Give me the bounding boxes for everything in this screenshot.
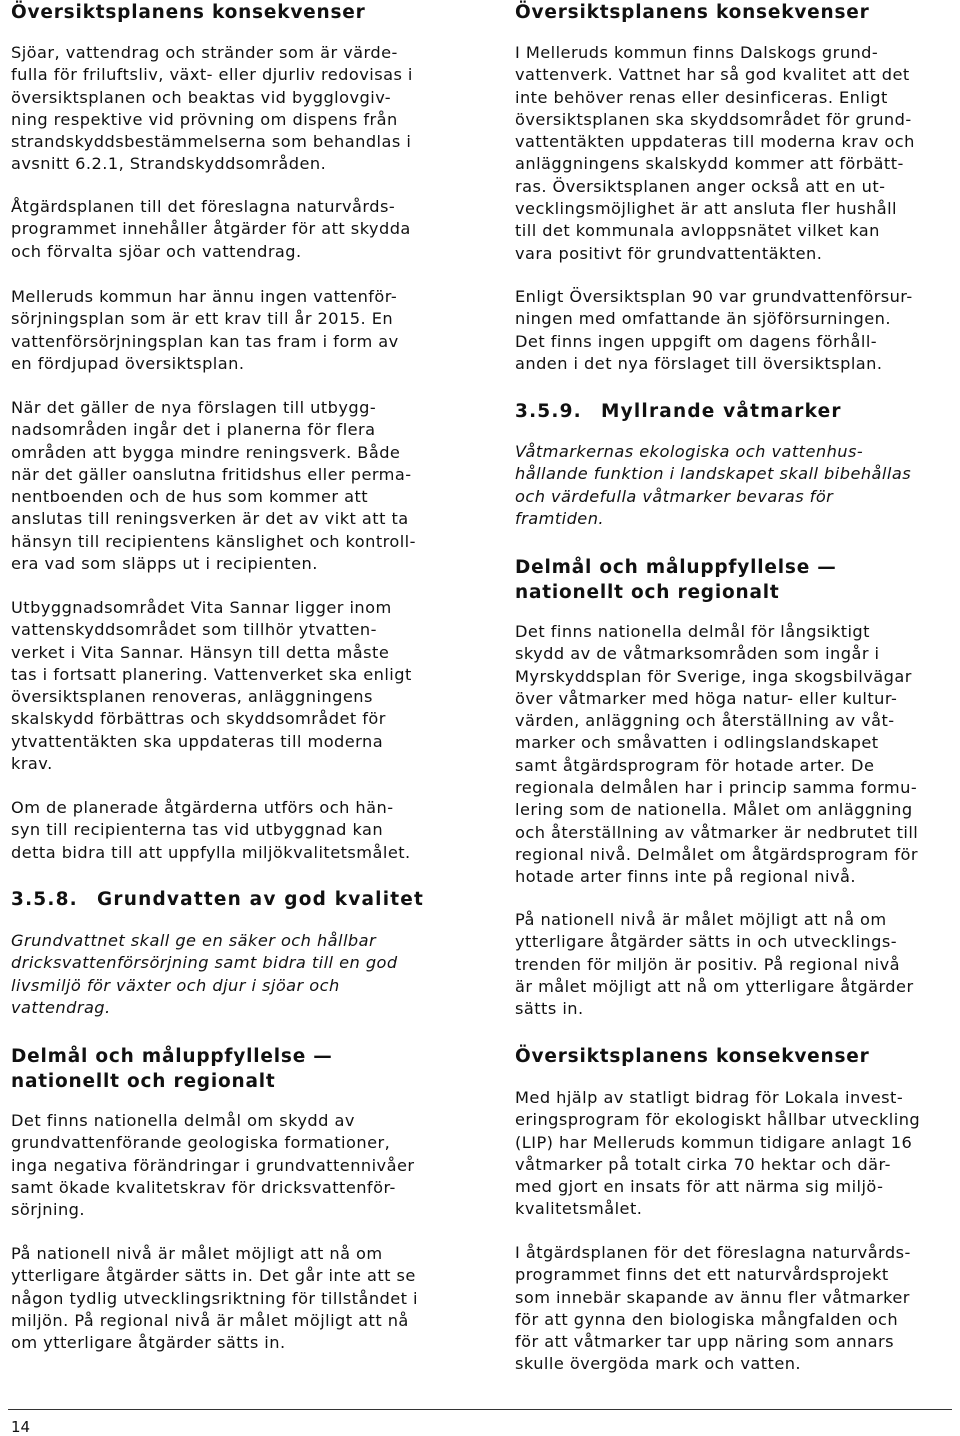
right-section-heading <box>515 399 842 425</box>
right-section-title: Myllrande våtmarker <box>601 401 842 422</box>
left-goal-statement: Grundvattnet skall ge en säker och hållbar dricksvattenförsörjning samt bidra till en god livsmiljö för växter och djur i sjöar och vattendrag. <box>11 931 398 1017</box>
right-paragraph-3: Det finns nationella delmål för långsiktigt skydd av de våtmarksområden som ingår i Myrskyddsplan för Sverige, inga skogsbilvägar över våtmarker med höga natur- eller kultur- värden, anläggning och återställning av våt- marker och småvatten i odlingslandskapet samt åtgärdsprogram för hotade arter. De regionala delmålen har i princip samma formu- lering som de nationella. Målet om anläggning och återställning av våtmarker är nedbrutet till regional nivå. Delmålet om åtgärdsprogram för hotade arter finns inte på regional nivå. <box>515 622 919 887</box>
right-section-number: 3.5.9. <box>515 401 582 422</box>
right-paragraph-2: Enligt Översiktsplan 90 var grundvattenförsur- ningen med omfattande än sjöförsurningen. Det finns ingen uppgift om dagens förhåll- anden i det nya förslaget till översiktsplan. <box>515 287 913 373</box>
right-heading-consequences-2: Översiktsplanens konsekvenser <box>515 1046 870 1067</box>
left-section-heading <box>11 887 424 913</box>
left-section-title: Grundvatten av god kvalitet <box>97 889 425 910</box>
right-paragraph-5: Med hjälp av statligt bidrag för Lokala invest- eringsprogram för ekologiskt hållbar utveckling (LIP) har Melleruds kommun tidigare anlagt 16 våtmarker på totalt cirka 70 hektar och där- med gjort en insats för att närma sig miljö- kvalitetsmålet. <box>515 1088 921 1219</box>
left-paragraph-8: På nationell nivå är målet möjligt att nå om ytterligare åtgärder sätts in. Det går inte att se någon tydlig utvecklingsriktning för tillståndet i miljön. På regional nivå är målet möjligt att nå om ytterligare åtgärder sätts in. <box>11 1244 419 1353</box>
right-heading-consequences: Översiktsplanens konsekvenser <box>515 2 870 23</box>
left-subheading-goals: Delmål och måluppfyllelse — nationellt och regionalt <box>11 1046 333 1092</box>
footer-divider <box>8 1409 952 1410</box>
left-paragraph-1: Sjöar, vattendrag och stränder som är värde- fulla för friluftsliv, växt- eller djurliv redovisas i översiktsplanen och beaktas vid bygglovgiv- ning respektive vid prövning om dispens från strandskyddsbestämmelserna som behandlas i avsnitt 6.2.1, Strandskyddsområden. <box>11 43 413 174</box>
page-number: 14 <box>11 1418 31 1436</box>
right-goal-statement: Våtmarkernas ekologiska och vattenhus- hållande funktion i landskapet skall bibehållas och värdefulla våtmarker bevaras för framtiden. <box>515 442 912 528</box>
left-paragraph-2: Åtgärdsplanen till det föreslagna naturvårds- programmet innehåller åtgärder för att skydda och förvalta sjöar och vattendrag. <box>11 197 411 261</box>
right-paragraph-4: På nationell nivå är målet möjligt att nå om ytterligare åtgärder sätts in och utvecklings- trenden för miljön är positiv. På regional nivå är målet möjligt att nå om ytterligare åtgärder sätts in. <box>515 910 914 1019</box>
left-paragraph-6: Om de planerade åtgärderna utförs och hän- syn till recipienterna tas vid utbyggnad kan detta bidra till att uppfylla miljökvalitetsmålet. <box>11 798 411 862</box>
left-paragraph-5: Utbyggnadsområdet Vita Sannar ligger inom vattenskyddsområdet som tillhör ytvatten- verket i Vita Sannar. Hänsyn till detta måste tas i fortsatt planering. Vattenverket ska enligt översiktsplanen renoveras, anläggningens skalskydd förbättras och skyddsområdet för ytvattentäkten ska uppdateras till moderna krav. <box>11 598 412 774</box>
left-paragraph-7: Det finns nationella delmål om skydd av grundvattenförande geologiska formationer, inga negativa förändringar i grundvattennivåer samt ökade kvalitetskrav för dricksvattenför- sörjning. <box>11 1111 415 1220</box>
left-paragraph-3: Melleruds kommun har ännu ingen vattenför- sörjningsplan som är ett krav till år 2015. En vattenförsörjningsplan kan tas fram i form av en fördjupad översiktsplan. <box>11 287 399 373</box>
left-section-number: 3.5.8. <box>11 889 78 910</box>
right-subheading-goals: Delmål och måluppfyllelse — nationellt och regionalt <box>515 557 837 603</box>
right-paragraph-1: I Melleruds kommun finns Dalskogs grund- vattenverk. Vattnet har så god kvalitet att det inte behöver renas eller desinficeras. Enligt översiktsplanen ska skyddsområdet för grund- vattentäkten uppdateras till moderna krav och anläggningens skalskydd kommer att förbätt- ras. Översiktsplanen anger också att en ut- vecklingsmöjlighet är att ansluta fler hushåll till det kommunala avloppsnätet vilket kan vara positivt för grundvattentäkten. <box>515 43 915 263</box>
right-paragraph-6: I åtgärdsplanen för det föreslagna naturvårds- programmet finns det ett naturvårdsprojekt som innebär skapande av ännu fler våtmarker för att gynna den biologiska mångfalden och för att våtmarker tar upp näring som annars skulle övergöda mark och vatten. <box>515 1243 911 1374</box>
left-heading-consequences: Översiktsplanens konsekvenser <box>11 2 366 23</box>
left-paragraph-4: När det gäller de nya förslagen till utbygg- nadsområden ingår det i planerna för flera områden att bygga mindre reningsverk. Både när det gäller oanslutna fritidshus eller perma- nentboenden och de hus som kommer att anslutas till reningsverken är det av vikt att ta hänsyn till recipientens känslighet och kontroll- era vad som släpps ut i recipienten. <box>11 398 416 574</box>
